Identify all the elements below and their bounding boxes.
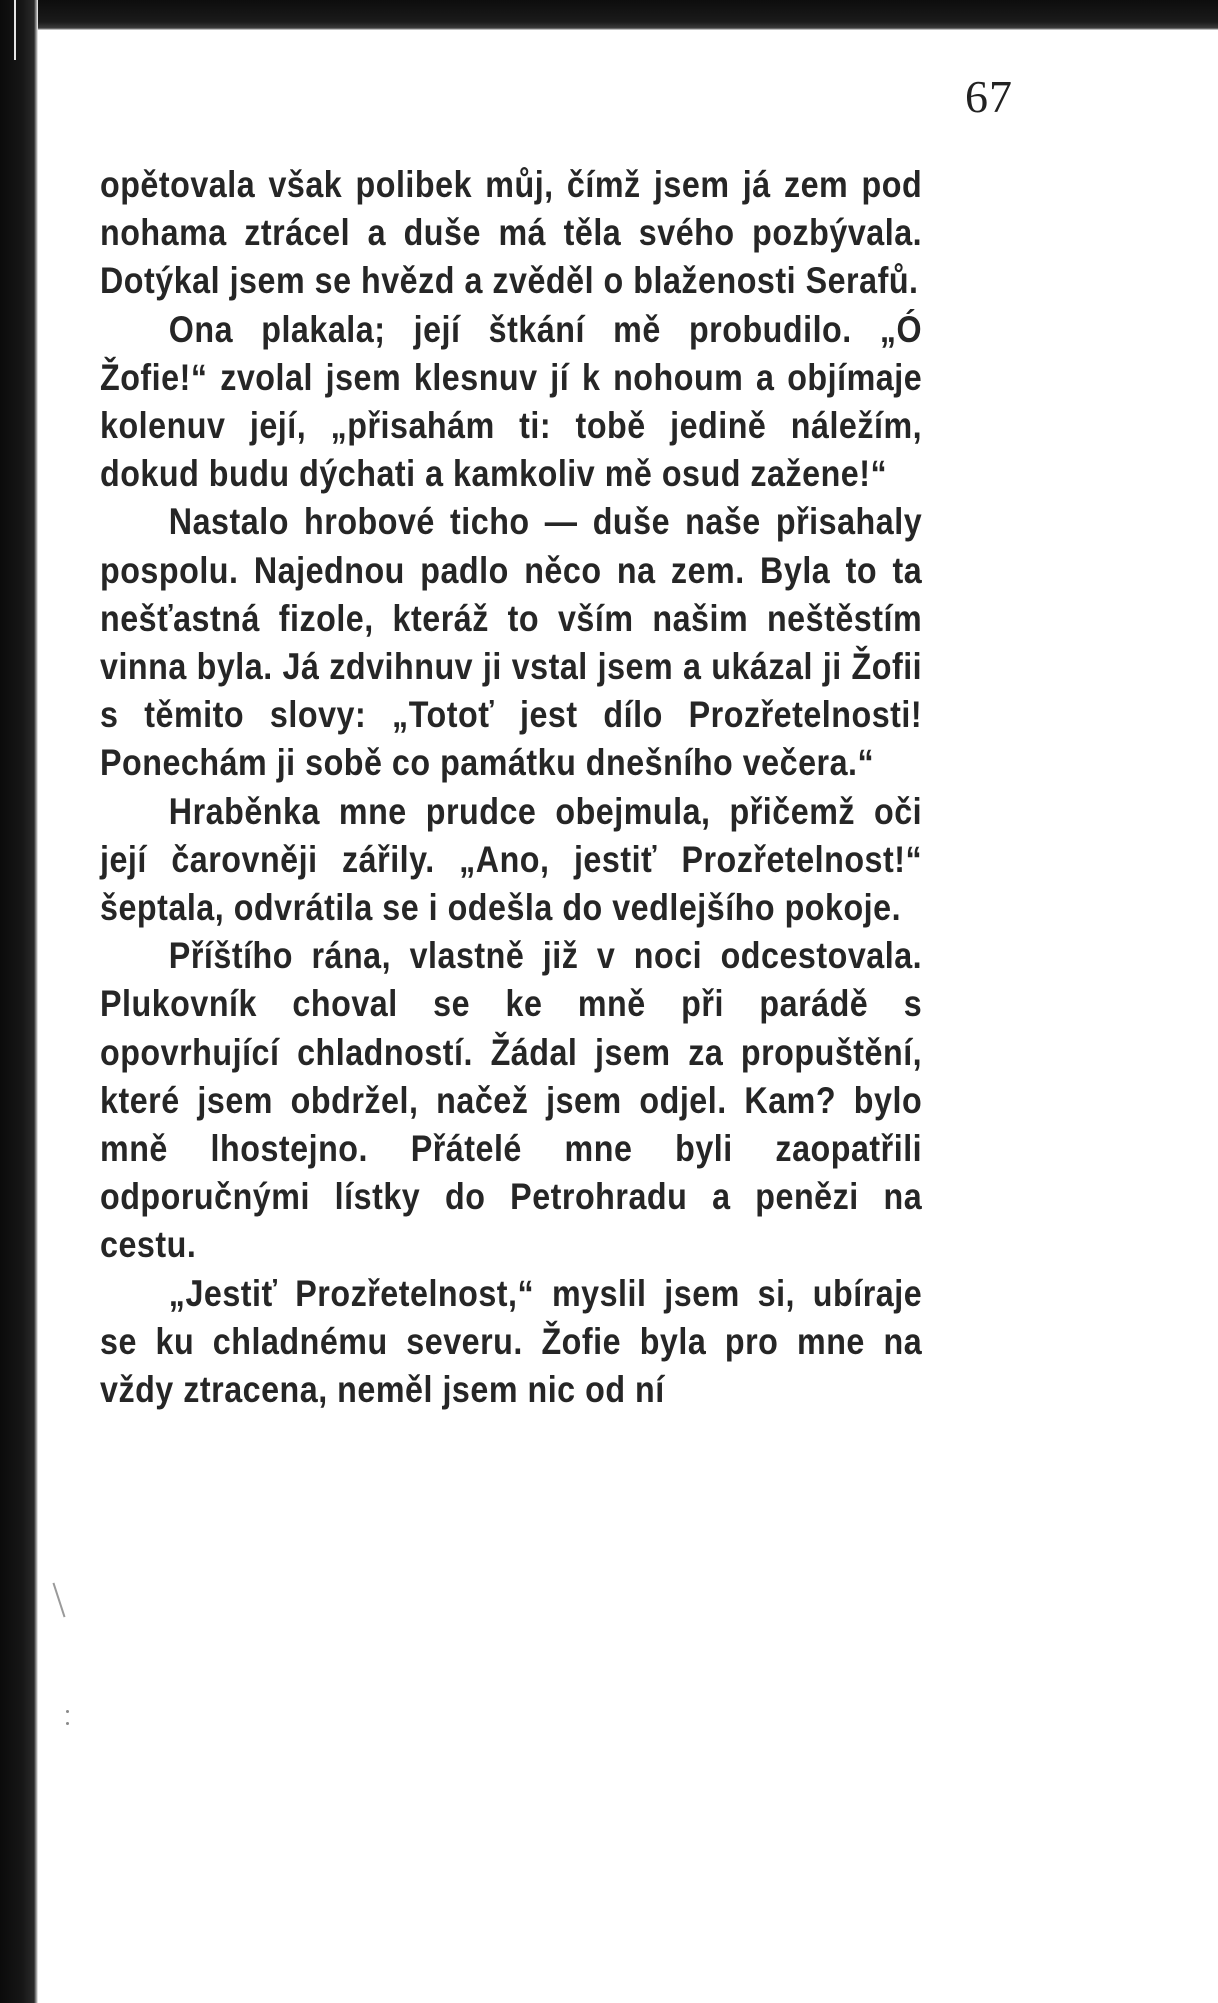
paragraph-4: Hraběnka mne prudce obejmula, přičemž oči její čarovněji zářily. „Ano, jestiť Prozřetelnost!“ šeptala, odvrátila se i odešla do vedlejšího pokoje.: [100, 789, 923, 929]
margin-dot-mark: [66, 1710, 69, 1713]
paragraph-3: Nastalo hrobové ticho — duše naše přisahaly pospolu. Najednou padlo něco na zem. Byla to ta nešťastná fizole, kteráž to vším našim neštěstím vinna byla. Já zdvihnuv ji vstal jsem a ukázal ji Žofii s těmito slovy: „Totoť jest dílo Prozřetelnosti! Ponechám ji sobě co památku dnešního večera.“: [100, 500, 923, 784]
paragraph-1: opětovala však polibek můj, čímž jsem já zem pod nohama ztrácel a duše má těla svého pozbývala. Dotýkal jsem se hvězd a zvěděl o blaženosti Serafů.: [100, 163, 923, 302]
margin-dot-mark: [66, 1722, 69, 1725]
margin-pencil-marks: [38, 1570, 78, 1770]
scan-left-border: [0, 0, 38, 2003]
page-number: 67: [965, 71, 1013, 122]
margin-stroke-mark: [52, 1583, 65, 1618]
page-body-text: [100, 160, 922, 1413]
paragraph-5: Příštího rána, vlastně již v noci odcestovala. Plukovník choval se ke mně při parádě s opovrhující chladností. Žádal jsem za propuštění, které jsem obdržel, načež jsem odjel. Kam? bylo mně lhostejno. Přátelé mne byli zaopatřili odporučnými lístky do Petrohradu a penězi na cestu.: [100, 934, 923, 1266]
scan-top-border: [0, 0, 1218, 30]
book-page: [38, 30, 1218, 2003]
paragraph-6: „Jestiť Prozřetelnost,“ myslil jsem si, ubíraje se ku chladnému severu. Žofie byla pro mne na vždy ztracena, neměl jsem nic od ní: [100, 1271, 923, 1411]
paragraph-2: Ona plakala; její štkání mě probudilo. „Ó Žofie!“ zvolal jsem klesnuv jí k nohoum a objímaje kolenuv její, „přisahám ti: tobě jedině náležím, dokud budu dýchati a kamkoliv mě osud zažene!“: [100, 307, 923, 495]
